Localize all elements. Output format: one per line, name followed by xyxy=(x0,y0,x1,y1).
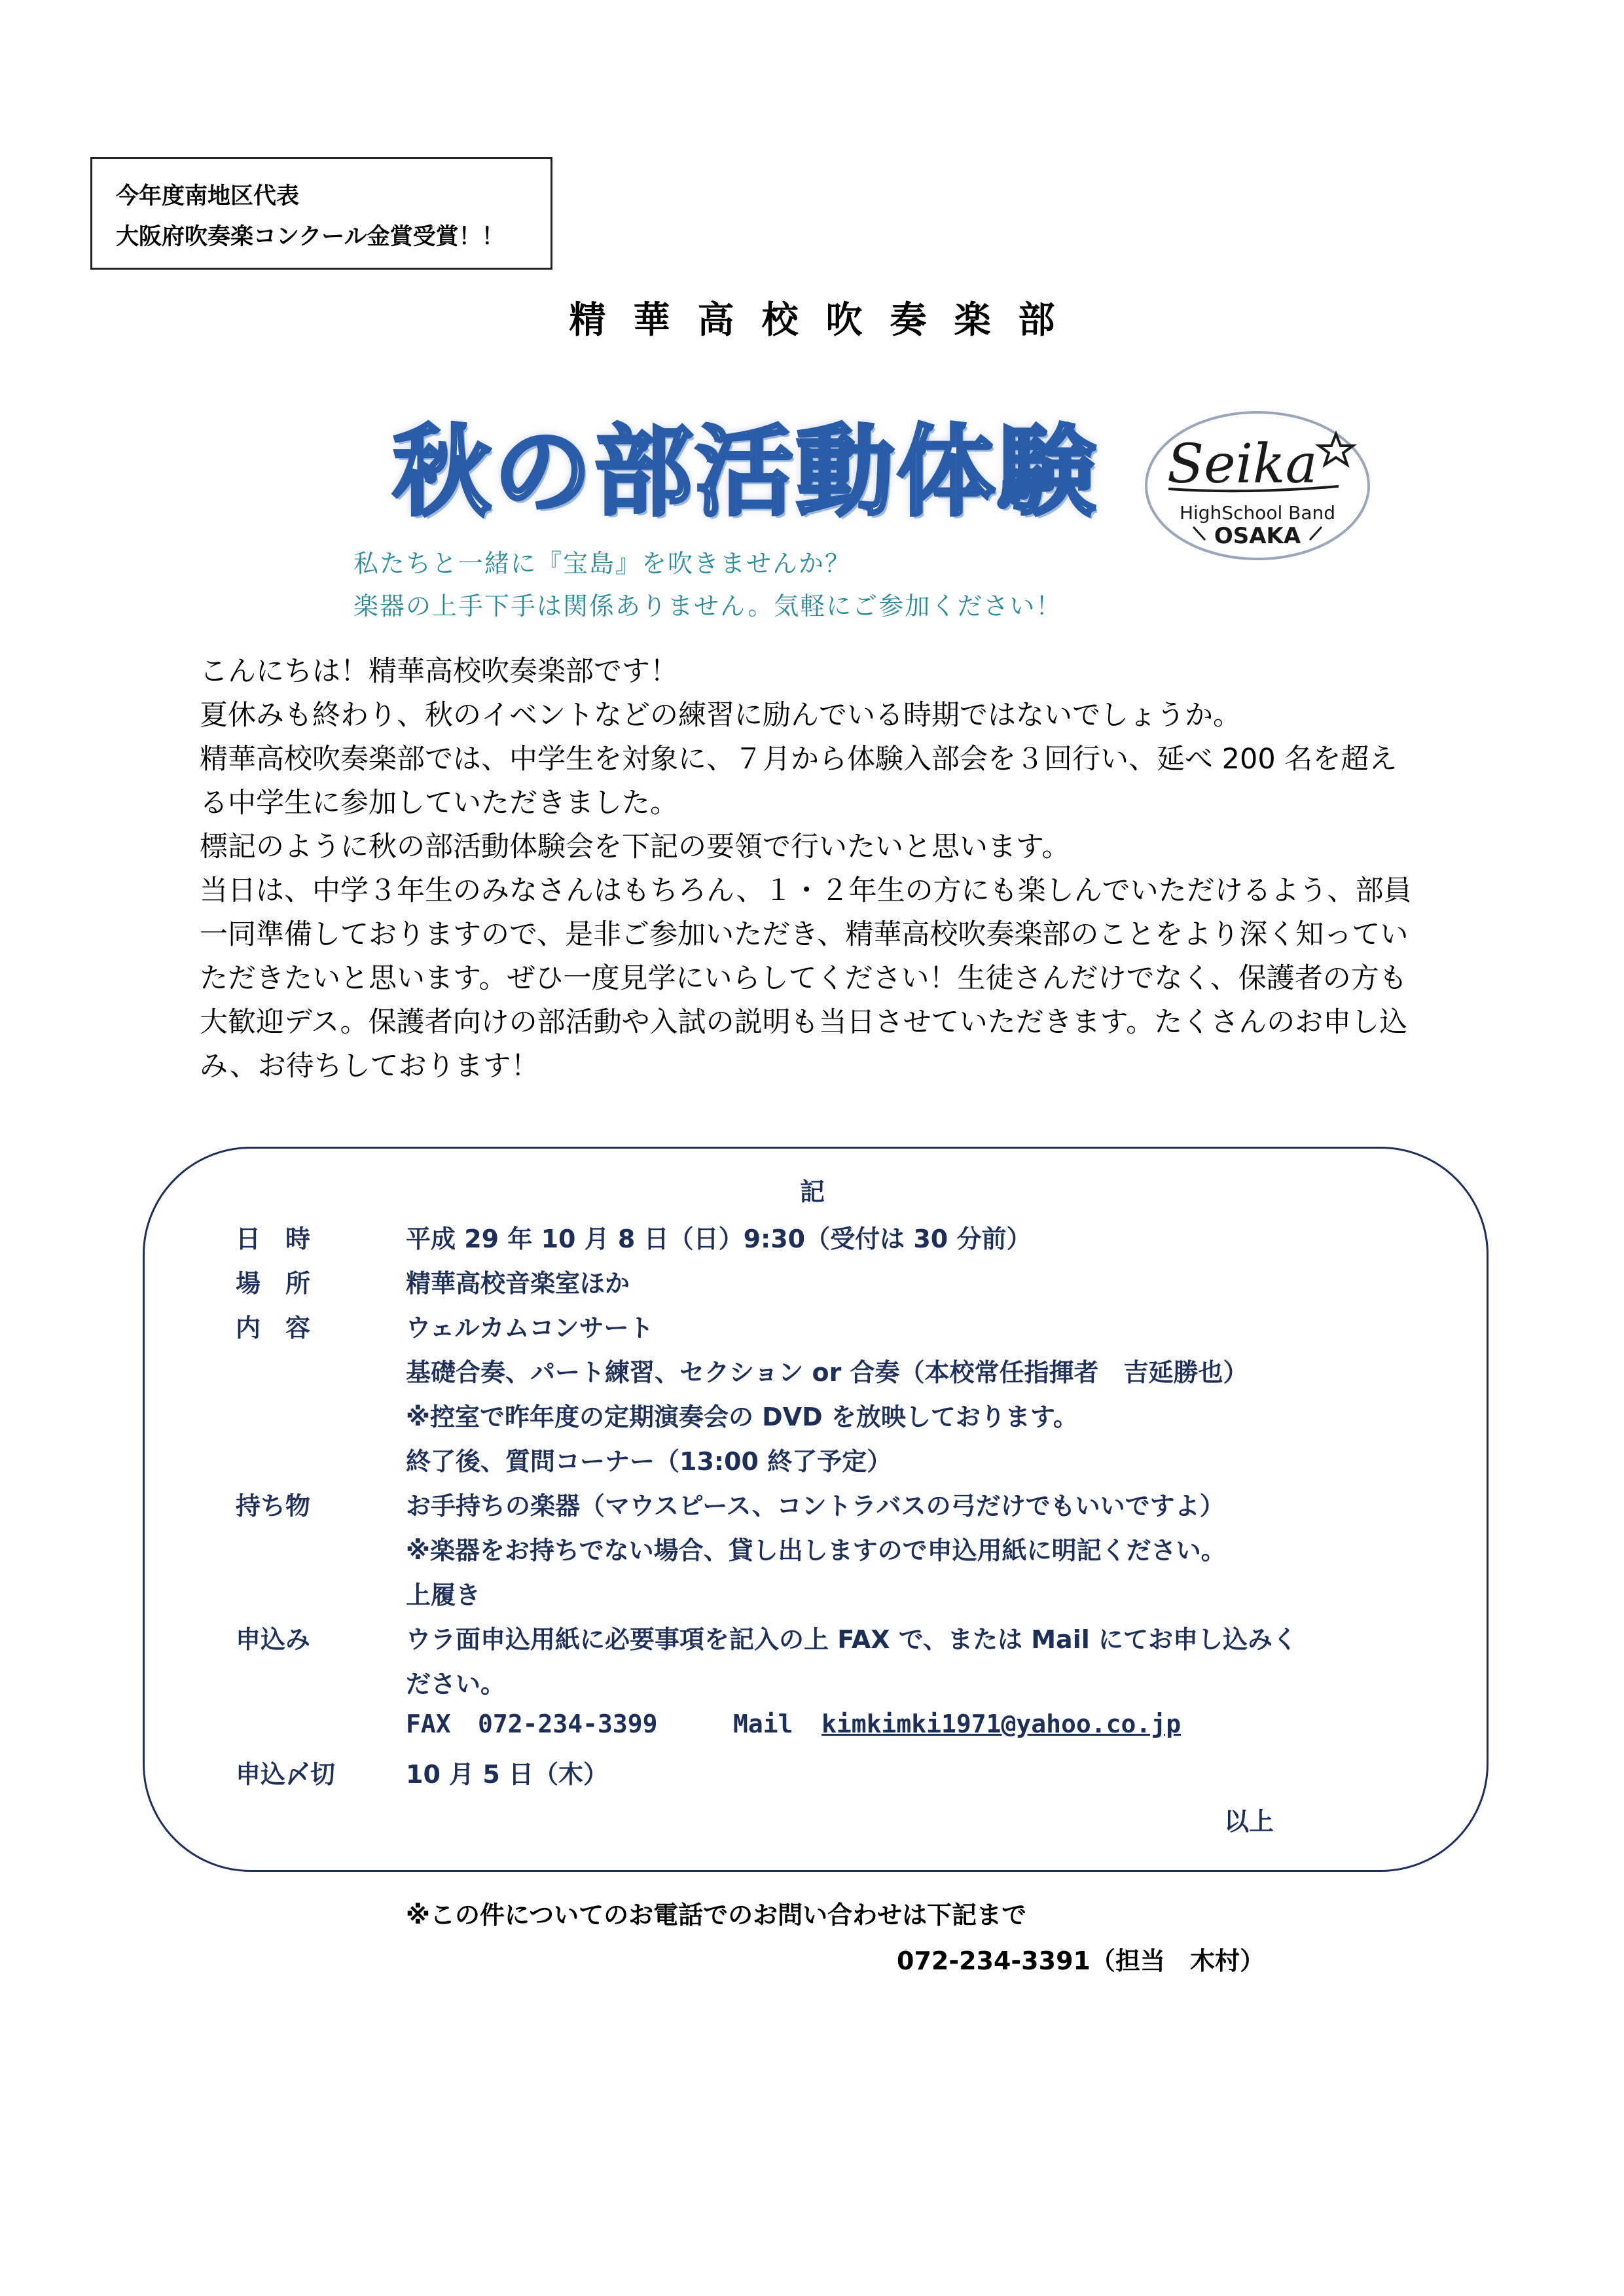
intro-line: ただきたいと思います。ぜひ一度見学にいらしてください！生徒さんだけでなく、保護者の方も xyxy=(200,962,1407,995)
items-label: 持ち物 xyxy=(236,1492,311,1520)
fax-label: FAX xyxy=(406,1710,451,1738)
award-line-1: 今年度南地区代表 xyxy=(116,183,300,209)
date-label: 日 時 xyxy=(236,1225,311,1253)
fax-number: 072-234-3399 xyxy=(478,1710,658,1738)
event-title: 秋の部活動体験 xyxy=(393,416,1099,529)
deadline-value: 10 月 5 日（木） xyxy=(406,1760,609,1789)
items-line: お手持ちの楽器（マウスピース、コントラバスの弓だけでもいいですよ） xyxy=(406,1492,1225,1520)
date-value: 平成 29 年 10 月 8 日（日）9:30（受付は 30 分前） xyxy=(406,1225,1032,1253)
intro-line: み、お待ちしております！ xyxy=(200,1050,539,1083)
apply-label: 申込み xyxy=(236,1625,311,1654)
intro-line: 夏休みも終わり、秋のイベントなどの練習に励んでいる時期ではないでしょうか。 xyxy=(200,699,1241,732)
closing-text: 以上 xyxy=(1224,1807,1274,1836)
content-label: 内 容 xyxy=(236,1314,311,1342)
apply-line: ださい。 xyxy=(406,1670,506,1698)
content-line: 基礎合奏、パート練習、セクション or 合奏（本校常任指揮者 吉延勝也） xyxy=(406,1358,1248,1387)
mail-label: Mail xyxy=(733,1710,793,1738)
award-line-2: 大阪府吹奏楽コンクール金賞受賞！！ xyxy=(116,224,505,250)
footer-note: ※この件についてのお電話でのお問い合わせは下記まで xyxy=(406,1901,1027,1929)
content-line: 終了後、質問コーナー（13:00 終了予定） xyxy=(406,1447,892,1476)
place-value: 精華高校音楽室ほか xyxy=(406,1269,630,1298)
intro-line: 精華高校吹奏楽部では、中学生を対象に、７月から体験入部会を３回行い、延べ 200 名を超え xyxy=(200,743,1398,776)
content-line: ※控室で昨年度の定期演奏会の DVD を放映しております。 xyxy=(406,1403,1078,1431)
items-line: 上履き xyxy=(406,1581,481,1609)
mail-link[interactable]: kimkimki1971@yahoo.co.jp xyxy=(821,1710,1182,1738)
apply-line: ウラ面申込用紙に必要事項を記入の上 FAX で、または Mail にてお申し込みく xyxy=(406,1625,1297,1654)
intro-line: る中学生に参加していただきました。 xyxy=(200,787,678,819)
intro-line: 大歓迎デス。保護者向けの部活動や入試の説明も当日させていただきます。たくさんのお申し込 xyxy=(200,1006,1408,1039)
band-logo xyxy=(1142,409,1373,563)
details-heading: 記 xyxy=(800,1177,825,1206)
tagline-line-2: 楽器の上手下手は関係ありません。気軽にご参加ください！ xyxy=(353,592,1062,620)
intro-line: 標記のように秋の部活動体験会を下記の要領で行いたいと思います。 xyxy=(200,831,1070,863)
logo-sub: HighSchool Band xyxy=(1179,502,1336,524)
deadline-label: 申込〆切 xyxy=(236,1760,336,1789)
footer-phone: 072-234-3391（担当 木村） xyxy=(897,1946,1265,1975)
place-label: 場 所 xyxy=(236,1269,311,1298)
award-box xyxy=(90,157,552,270)
logo-city: OSAKA xyxy=(1214,523,1301,549)
intro-line: 当日は、中学３年生のみなさんはもちろん、１・２年生の方にも楽しんでいただけるよう、部員 xyxy=(200,874,1412,907)
intro-text xyxy=(200,650,1463,1088)
logo-name: Seika xyxy=(1167,433,1318,495)
intro-line: こんにちは！精華高校吹奏楽部です！ xyxy=(200,655,678,688)
tagline-line-1: 私たちと一緒に『宝島』を吹きませんか？ xyxy=(353,549,852,578)
content-line: ウェルカムコンサート xyxy=(406,1314,654,1342)
school-heading: 精華高校吹奏楽部 xyxy=(569,299,1083,342)
items-line: ※楽器をお持ちでない場合、貸し出しますので申込用紙に明記ください。 xyxy=(406,1536,1226,1565)
intro-line: 一同準備しておりますので、是非ご参加いただき、精華高校吹奏楽部のことをより深く知ってい xyxy=(200,918,1409,951)
